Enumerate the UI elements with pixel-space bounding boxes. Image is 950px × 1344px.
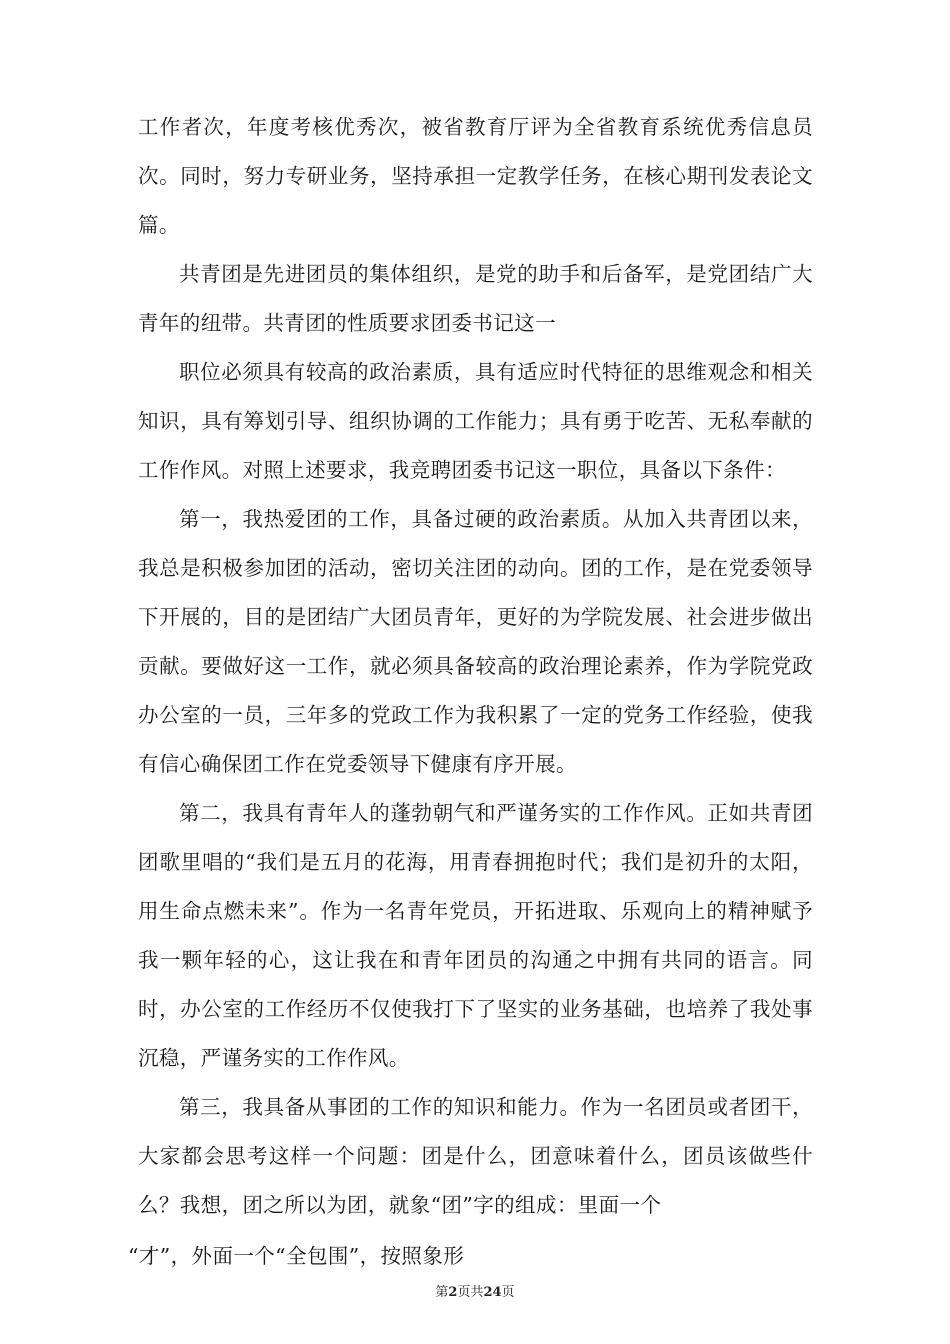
paragraph-4: 第一，我热爱团的工作，具备过硬的政治素质。从加入共青团以来，我总是积极参加团的活动，密切关注团的动向。团的工作，是在党委领导下开展的，目的是团结广大团员青年，更好的为学院发展、社会进步做出贡献。要做好这一工作，就必须具备较高的政治理论素养，作为学院党政办公室的一员，三年多的党政工作为我积累了一定的党务工作经验，使我有信心确保团工作在党委领导下健康有序开展。 (138, 507, 813, 776)
footer-prefix: 第 (435, 1285, 449, 1300)
footer-middle: 页共 (457, 1285, 484, 1300)
paragraph-3: 职位必须具有较高的政治素质，具有适应时代特征的思维观念和相关知识，具有筹划引导、组织协调的工作能力；具有勇于吃苦、无私奉献的工作作风。对照上述要求，我竞聘团委书记这一职位，具备以下条件： (138, 360, 813, 482)
paragraph-6: 第三，我具备从事团的工作的知识和能力。作为一名团员或者团干，大家都会思考这样一个问题：团是什么，团意味着什么，团员该做些什么？我想，团之所以为团，就象“团”字的组成：里面一个 (138, 1095, 813, 1217)
page-footer (0, 1284, 950, 1302)
paragraph-5: 第二，我具有青年人的蓬勃朝气和严谨务实的工作作风。正如共青团团歌里唱的“我们是五月的花海，用青春拥抱时代；我们是初升的太阳，用生命点燃未来”。作为一名青年党员，开拓进取、乐观向上的精神赋予我一颗年轻的心，这让我在和青年团员的沟通之中拥有共同的语言。同时，办公室的工作经历不仅使我打下了坚实的业务基础，也培养了我处事沉稳，严谨务实的工作作风。 (138, 801, 813, 1070)
paragraph-7: “才”，外面一个“全包围”，按照象形 (128, 1244, 465, 1268)
paragraph-1: 工作者次，年度考核优秀次，被省教育厅评为全省教育系统优秀信息员次。同时，努力专研业务，坚持承担一定教学任务，在核心期刊发表论文篇。 (138, 115, 813, 237)
footer-total-pages: 24 (483, 1285, 502, 1300)
document-body (128, 103, 813, 1281)
footer-current-page: 2 (448, 1285, 458, 1300)
paragraph-2: 共青团是先进团员的集体组织，是党的助手和后备军，是党团结广大青年的纽带。共青团的性质要求团委书记这一 (138, 262, 813, 335)
footer-suffix: 页 (501, 1285, 515, 1300)
